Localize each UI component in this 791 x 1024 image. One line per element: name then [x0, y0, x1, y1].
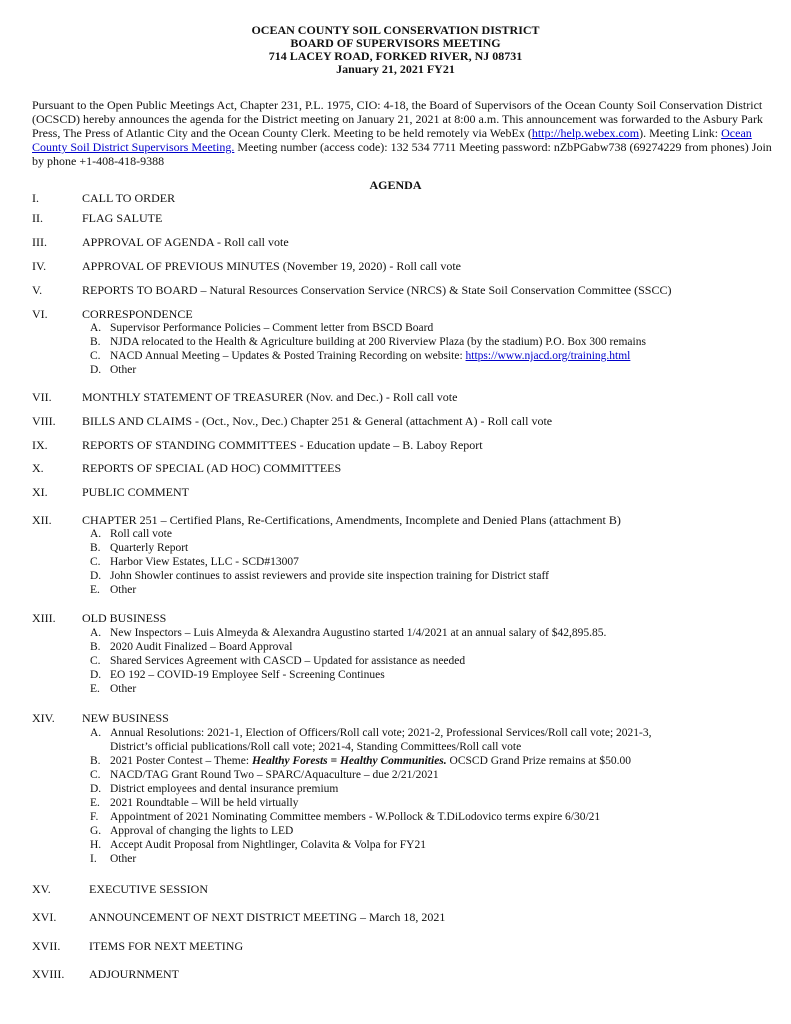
sub-text: Quarterly Report	[110, 542, 189, 554]
item-number: XVII.	[32, 939, 61, 953]
sub-item	[90, 527, 172, 541]
sub-item	[90, 583, 136, 597]
sub-item	[90, 541, 188, 555]
sub-letter: E.	[90, 683, 100, 695]
item-text: CALL TO ORDER	[82, 191, 176, 205]
item-number: XV.	[32, 882, 51, 896]
item-number: IX.	[32, 438, 48, 452]
sub-text: OCSCD Grand Prize remains at $50.00	[446, 755, 631, 767]
item-text: REPORTS TO BOARD – Natural Resources Conservation Service (NRCS) & State Soil Conservation Committee (SSCC)	[82, 283, 672, 297]
item-number: XI.	[32, 485, 48, 499]
sub-letter: C.	[90, 655, 101, 667]
sub-letter: H.	[90, 839, 102, 851]
agenda-item-15	[32, 882, 208, 896]
agenda-item-3	[32, 235, 289, 249]
item-number: II.	[32, 211, 43, 225]
header-org: OCEAN COUNTY SOIL CONSERVATION DISTRICT	[251, 23, 540, 37]
sub-text: NACD/TAG Grant Round Two – SPARC/Aquaculture – due 2/21/2021	[110, 769, 439, 781]
agenda-item-14	[32, 711, 169, 725]
item-text: REPORTS OF STANDING COMMITTEES - Education update – B. Laboy Report	[82, 438, 483, 452]
item-text: ADJOURNMENT	[89, 967, 179, 981]
sub-letter: D.	[90, 669, 102, 681]
agenda-item-18	[32, 967, 179, 981]
agenda-item-17	[32, 939, 243, 953]
item-number: XVIII.	[32, 967, 65, 981]
intro-text-3: Meeting number (access code): 132 534 7711 Meeting password: nZbPGabw738 (69274229 from phones) Join by phone +1-408-418-9388	[32, 140, 772, 168]
sub-letter: E.	[90, 797, 100, 809]
sub-item	[90, 626, 606, 640]
sub-text: Approval of changing the lights to LED	[110, 825, 294, 837]
agenda-item-16	[32, 910, 445, 924]
sub-item	[90, 321, 433, 335]
sub-text: EO 192 – COVID-19 Employee Self - Screening Continues	[110, 669, 385, 681]
sub-letter: I.	[90, 853, 97, 865]
agenda-item-2	[32, 211, 162, 225]
sub-letter: A.	[90, 528, 102, 540]
header-address: 714 LACEY ROAD, FORKED RIVER, NJ 08731	[268, 49, 523, 63]
header-date: January 21, 2021 FY21	[336, 62, 455, 76]
item-number: VIII.	[32, 414, 56, 428]
item-text: ANNOUNCEMENT OF NEXT DISTRICT MEETING – March 18, 2021	[89, 910, 446, 924]
sub-text: Other	[110, 584, 137, 596]
sub-letter: D.	[90, 570, 102, 582]
sub-item	[90, 754, 631, 768]
item-text: REPORTS OF SPECIAL (AD HOC) COMMITTEES	[82, 461, 342, 475]
item-text: APPROVAL OF AGENDA - Roll call vote	[82, 235, 289, 249]
agenda-item-11	[32, 485, 189, 499]
sub-item	[90, 810, 600, 824]
sub-text: Annual Resolutions: 2021-1, Election of Officers/Roll call vote; 2021-2, Professional Services/Roll call vote; 2021-3,	[110, 727, 652, 739]
intro-text-1: Pursuant to the Open Public Meetings Act, Chapter 231, P.L. 1975, CIO: 4-18, the Board of Supervisors of the Ocean County Soil Conservation District (OCSCD) hereby announces the agenda for the District meeting on January 21, 2021 at 8:00 a.m. This announcement was forwarded to the Asbury Park Press, The Press of Atlantic City and the Ocean County Clerk. Meeting to be held remotely via WebEx (	[32, 98, 763, 140]
sub-letter: A.	[90, 727, 102, 739]
item-text: BILLS AND CLAIMS - (Oct., Nov., Dec.) Chapter 251 & General (attachment A) - Roll call vote	[82, 414, 553, 428]
sub-item	[90, 555, 299, 569]
agenda-item-1	[32, 191, 175, 205]
sub-letter: A.	[90, 627, 102, 639]
sub-letter: B.	[90, 336, 101, 348]
sub-item	[90, 349, 630, 363]
item-number: XIV.	[32, 711, 55, 725]
sub-text: District employees and dental insurance premium	[110, 783, 339, 795]
agenda-item-5	[32, 283, 671, 297]
item-number: IV.	[32, 259, 47, 273]
poster-theme: Healthy Forests = Healthy Communities.	[251, 755, 447, 767]
sub-text: NJDA relocated to the Health & Agriculture building at 200 Riverview Plaza (by the stadium) P.O. Box 300 remains	[110, 336, 646, 348]
item-number: VII.	[32, 390, 52, 404]
agenda-item-8	[32, 414, 552, 428]
sub-letter: C.	[90, 350, 101, 362]
sub-item	[90, 363, 136, 377]
agenda-item-6	[32, 307, 193, 321]
sub-letter: B.	[90, 755, 101, 767]
sub-text: Accept Audit Proposal from Nightlinger, Colavita & Volpa for FY21	[110, 839, 426, 851]
item-number: X.	[32, 461, 44, 475]
sub-text: Shared Services Agreement with CASCD – Updated for assistance as needed	[110, 655, 466, 667]
sub-item	[90, 668, 385, 682]
sub-item	[90, 782, 338, 796]
sub-item	[90, 768, 439, 782]
sub-letter: F.	[90, 811, 99, 823]
agenda-item-12	[32, 513, 621, 527]
sub-text: Harbor View Estates, LLC - SCD#13007	[110, 556, 299, 568]
intro-text-2: ). Meeting Link:	[639, 126, 722, 140]
training-link[interactable]: https://www.njacd.org/training.html	[465, 350, 631, 362]
sub-text: Other	[110, 683, 137, 695]
item-number: XIII.	[32, 611, 56, 625]
item-text: FLAG SALUTE	[82, 211, 163, 225]
sub-item	[90, 654, 465, 668]
item-text: CORRESPONDENCE	[82, 307, 193, 321]
item-text: APPROVAL OF PREVIOUS MINUTES (November 19, 2020) - Roll call vote	[82, 259, 461, 273]
sub-text: 2021 Poster Contest – Theme:	[110, 755, 252, 767]
sub-letter: B.	[90, 542, 101, 554]
item-text: MONTHLY STATEMENT OF TREASURER (Nov. and Dec.) - Roll call vote	[82, 390, 458, 404]
sub-letter: C.	[90, 769, 101, 781]
meeting-link[interactable]: Ocean County Soil District Supervisors Meeting.	[32, 126, 752, 154]
intro-paragraph	[32, 98, 772, 168]
sub-item	[90, 852, 136, 866]
sub-item	[90, 335, 646, 349]
sub-text: Other	[110, 853, 137, 865]
agenda-item-10	[32, 461, 341, 475]
item-text: CHAPTER 251 – Certified Plans, Re-Certifications, Amendments, Incomplete and Denied Plans (attachment B)	[82, 513, 621, 527]
sub-letter: C.	[90, 556, 101, 568]
item-number: VI.	[32, 307, 48, 321]
sub-letter: D.	[90, 783, 102, 795]
item-number: I.	[32, 191, 39, 205]
agenda-item-13	[32, 611, 166, 625]
webex-link[interactable]: http://help.webex.com	[531, 126, 640, 140]
item-text: NEW BUSINESS	[82, 711, 169, 725]
item-number: III.	[32, 235, 47, 249]
sub-text: Appointment of 2021 Nominating Committee members - W.Pollock & T.DiLodovico terms expire 6/30/21	[110, 811, 601, 823]
sub-letter: D.	[90, 364, 102, 376]
sub-item-continuation: District’s official publications/Roll call vote; 2021-4, Standing Committees/Roll call vote	[110, 741, 522, 753]
sub-letter: A.	[90, 322, 102, 334]
sub-text: Other	[110, 364, 137, 376]
sub-item	[90, 824, 293, 838]
item-text: PUBLIC COMMENT	[82, 485, 190, 499]
sub-item	[90, 838, 426, 852]
sub-item	[90, 640, 292, 654]
agenda-title: AGENDA	[369, 178, 422, 192]
sub-text: 2021 Roundtable – Will be held virtually	[110, 797, 299, 809]
document-header	[0, 24, 791, 76]
sub-text: NACD Annual Meeting – Updates & Posted Training Recording on website:	[110, 350, 466, 362]
sub-item	[90, 569, 549, 583]
sub-item	[90, 796, 298, 810]
sub-text: New Inspectors – Luis Almeyda & Alexandra Augustino started 1/4/2021 at an annual salary of $42,895.85.	[110, 627, 607, 639]
agenda-item-9	[32, 438, 483, 452]
agenda-item-7	[32, 390, 457, 404]
item-text: EXECUTIVE SESSION	[89, 882, 208, 896]
sub-item	[90, 682, 136, 696]
sub-letter: B.	[90, 641, 101, 653]
item-number: XVI.	[32, 910, 57, 924]
sub-letter: G.	[90, 825, 102, 837]
agenda-item-4	[32, 259, 461, 273]
sub-text: John Showler continues to assist reviewers and provide site inspection training for District staff	[110, 570, 549, 582]
sub-letter: E.	[90, 584, 100, 596]
item-text: OLD BUSINESS	[82, 611, 167, 625]
item-text: ITEMS FOR NEXT MEETING	[89, 939, 244, 953]
item-number: XII.	[32, 513, 52, 527]
sub-text: Supervisor Performance Policies – Comment letter from BSCD Board	[110, 322, 434, 334]
sub-text: Roll call vote	[110, 528, 172, 540]
header-meeting: BOARD OF SUPERVISORS MEETING	[290, 36, 501, 50]
sub-text: 2020 Audit Finalized – Board Approval	[110, 641, 293, 653]
sub-item	[90, 726, 651, 740]
item-number: V.	[32, 283, 43, 297]
